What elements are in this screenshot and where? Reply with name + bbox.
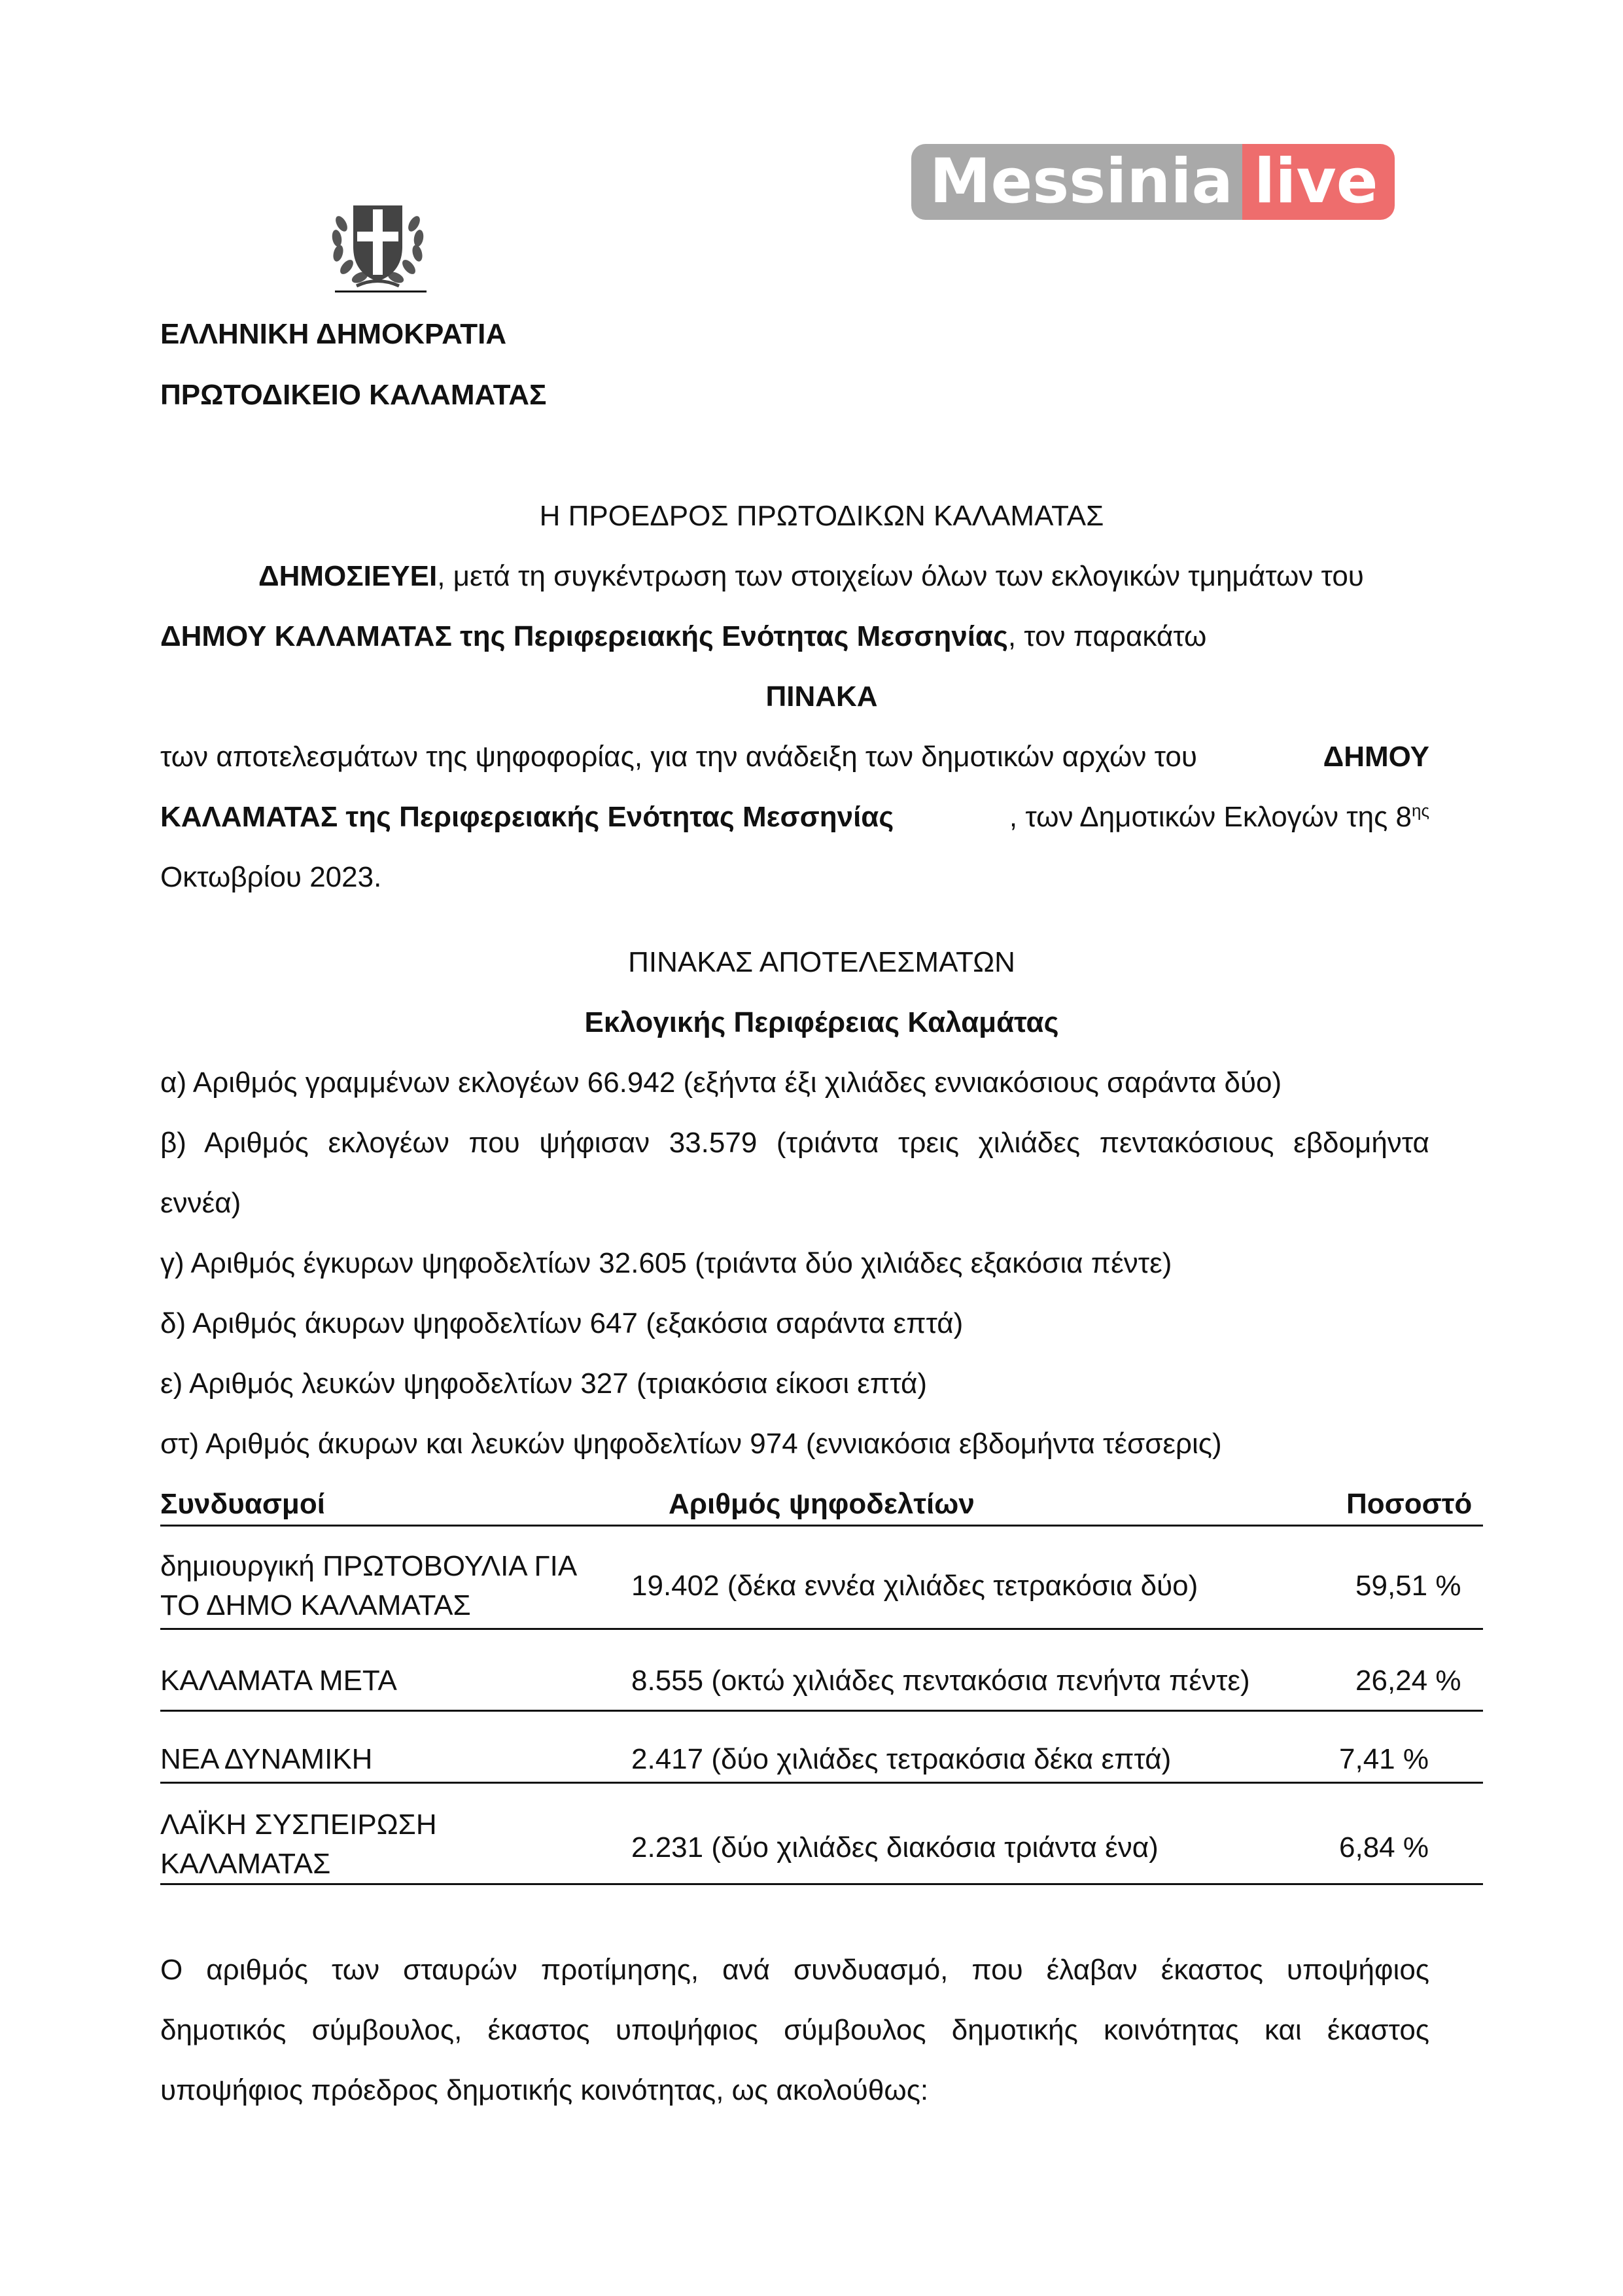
invalid-and-blank-ballots: στ) Αριθμός άκυρων και λευκών ψηφοδελτίων 974 (εννιακόσια εβδομήντα τέσσερις) [160, 1428, 1222, 1460]
intro-line-2 [160, 620, 1206, 654]
percentage: 7,41 % [1339, 1743, 1429, 1775]
header-ballots: Αριθμός ψηφοδελτίων [669, 1488, 975, 1520]
ballot-count: 2.231 (δύο χιλιάδες διακόσια τριάντα ένα) [631, 1831, 1159, 1863]
intro-line-3-bold: ΔΗΜΟΥ [1323, 741, 1429, 773]
coalition-name-cont: ΚΑΛΑΜΑΤΑΣ [160, 1848, 331, 1880]
intro-line-5: Οκτωβρίου 2023. [160, 861, 382, 893]
pinaka-heading: ΠΙΝΑΚΑ [765, 680, 878, 713]
intro-line-1-rest: , μετά τη συγκέντρωση των στοιχείων όλων των εκλογικών τμημάτων του [437, 560, 1364, 592]
intro-line-4-bold: ΚΑΛΑΜΑΤΑΣ της Περιφερειακής Ενότητας Μεσσηνίας [160, 801, 894, 833]
coalition-name-cont: ΤΟ ΔΗΜΟ ΚΑΛΑΜΑΤΑΣ [160, 1589, 471, 1621]
results-subtitle: Εκλογικής Περιφέρειας Καλαμάτας [584, 1006, 1059, 1038]
results-title: ΠΙΝΑΚΑΣ ΑΠΟΤΕΛΕΣΜΑΤΩΝ [628, 946, 1015, 978]
table-row-rule [160, 1782, 1483, 1784]
logo-part-messinia: Messinia [911, 144, 1242, 220]
emblem-underline [335, 291, 427, 292]
president-title: Η ΠΡΟΕΔΡΟΣ ΠΡΩΤΟΔΙΚΩΝ ΚΑΛΑΜΑΤΑΣ [539, 500, 1104, 532]
coalition-name: ΚΑΛΑΜΑΤΑ ΜΕΤΑ [160, 1665, 397, 1697]
greek-coat-of-arms-icon [327, 191, 428, 292]
closing-line-3: υποψήφιος πρόεδρος δημοτικής κοινότητας, ως ακολούθως: [160, 2074, 929, 2106]
logo-part-live: live [1242, 144, 1395, 220]
ballot-count: 2.417 (δύο χιλιάδες τετρακόσια δέκα επτά) [631, 1743, 1172, 1775]
court-heading: ΠΡΩΤΟΔΙΚΕΙΟ ΚΑΛΑΜΑΤΑΣ [160, 379, 547, 411]
table-bottom-rule [160, 1883, 1483, 1885]
messinia-live-logo [911, 144, 1379, 220]
closing-line-1: Ο αριθμός των σταυρών προτίμησης, ανά συνδυασμό, που έλαβαν έκαστος υποψήφιος [160, 1954, 1429, 1986]
valid-ballots: γ) Αριθμός έγκυρων ψηφοδελτίων 32.605 (τριάντα δύο χιλιάδες εξακόσια πέντε) [160, 1247, 1172, 1279]
percentage: 26,24 % [1355, 1665, 1461, 1697]
ordinal-superscript: ης [1412, 800, 1429, 821]
table-header-rule [160, 1525, 1483, 1527]
registered-voters: α) Αριθμός γραμμένων εκλογέων 66.942 (εξήντα έξι χιλιάδες εννιακόσιους σαράντα δύο) [160, 1067, 1282, 1099]
intro-line-4 [160, 800, 1429, 835]
table-row-rule [160, 1628, 1483, 1630]
coalition-name: ΝΕΑ ΔΥΝΑΜΙΚΗ [160, 1743, 373, 1775]
intro-line-2-rest: , τον παρακάτω [1007, 620, 1207, 652]
header-coalitions: Συνδυασμοί [160, 1488, 325, 1520]
blank-ballots: ε) Αριθμός λευκών ψηφοδελτίων 327 (τριακόσια είκοσι επτά) [160, 1368, 928, 1400]
republic-heading: ΕΛΛΗΝΙΚΗ ΔΗΜΟΚΡΑΤΙΑ [160, 318, 507, 350]
voters-voted-line-1: β) Αριθμός εκλογέων που ψήφισαν 33.579 (τριάντα τρεις χιλιάδες πεντακόσιους εβδομήντα [160, 1127, 1429, 1159]
intro-line-3 [160, 740, 1429, 775]
voters-voted-line-2: εννέα) [160, 1187, 241, 1219]
coalition-name: ΛΑΪΚΗ ΣΥΣΠΕΙΡΩΣΗ [160, 1809, 437, 1841]
coalition-name: δημιουργική ΠΡΩΤΟΒΟΥΛΙΑ ΓΙΑ [160, 1550, 578, 1582]
publishes-label: ΔΗΜΟΣΙΕΥΕΙ [258, 560, 438, 592]
municipality-bold: ΔΗΜΟΥ ΚΑΛΑΜΑΤΑΣ της Περιφερειακής Ενότητας Μεσσηνίας [160, 620, 1008, 652]
table-row-rule [160, 1710, 1483, 1712]
percentage: 59,51 % [1355, 1570, 1461, 1602]
percentage: 6,84 % [1339, 1831, 1429, 1863]
intro-line-3-rest: των αποτελεσμάτων της ψηφοφορίας, για την ανάδειξη των δημοτικών αρχών του [160, 741, 1197, 773]
ballot-count: 19.402 (δέκα εννέα χιλιάδες τετρακόσια δύο) [631, 1570, 1198, 1602]
invalid-ballots: δ) Αριθμός άκυρων ψηφοδελτίων 647 (εξακόσια σαράντα επτά) [160, 1307, 964, 1339]
header-percentage: Ποσοστό [1346, 1488, 1473, 1520]
intro-line-1 [258, 559, 1429, 594]
closing-line-2: δημοτικός σύμβουλος, έκαστος υποψήφιος σύμβουλος δημοτικής κοινότητας και έκαστος [160, 2014, 1429, 2046]
ballot-count: 8.555 (οκτώ χιλιάδες πεντακόσια πενήντα πέντε) [631, 1665, 1250, 1697]
intro-line-4-rest: , των Δημοτικών Εκλογών της 8 [1009, 801, 1412, 833]
